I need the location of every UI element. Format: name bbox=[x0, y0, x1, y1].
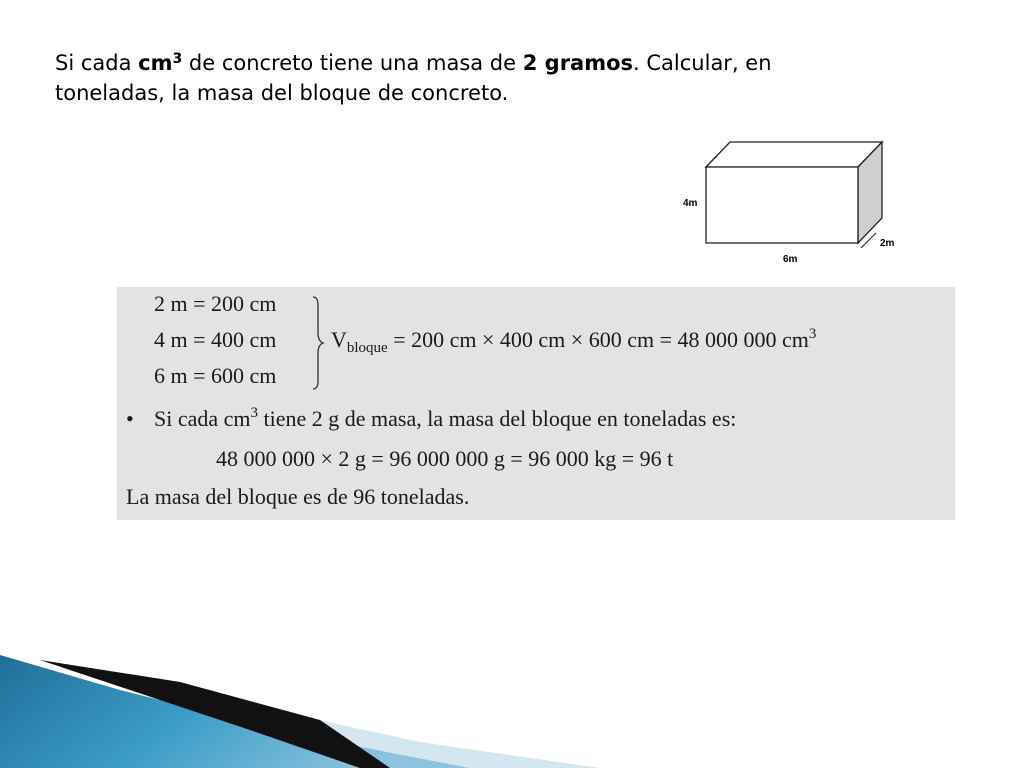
mass-statement: Si cada $cm^3$ tiene 2 g de masa, la masa del bloque en toneladas es: bbox=[154, 405, 737, 431]
problem-line-1: Si cada $cm^3$ de concreto tiene una masa de 2 gramos. Calcular, en bbox=[55, 51, 772, 75]
conversion-row: 2 m = 200 cm bbox=[154, 291, 277, 316]
bullet-icon: • bbox=[126, 406, 134, 431]
width-label: 6m bbox=[783, 254, 798, 265]
depth-label: 2m bbox=[880, 238, 895, 249]
conversion-row: 6 m = 600 cm bbox=[154, 363, 277, 388]
unit-cm3: $cm^3$ bbox=[138, 51, 183, 75]
mass-calculation: 48 000 000 × 2 g = 96 000 000 g = 96 000 kg = 96 t bbox=[216, 446, 674, 471]
conversion-row: 4 m = 400 cm bbox=[154, 327, 277, 352]
conclusion: La masa del bloque es de 96 toneladas. bbox=[126, 484, 470, 509]
height-label: 4m bbox=[683, 198, 698, 209]
problem-line-2: toneladas, la masa del bloque de concreto. bbox=[55, 81, 509, 105]
volume-equation: $V_{bloque} = 200$ cm × 400 cm × 600 cm = 48 000 000 $cm^3$ bbox=[331, 326, 817, 356]
mass-value: 2 gramos bbox=[522, 51, 634, 75]
